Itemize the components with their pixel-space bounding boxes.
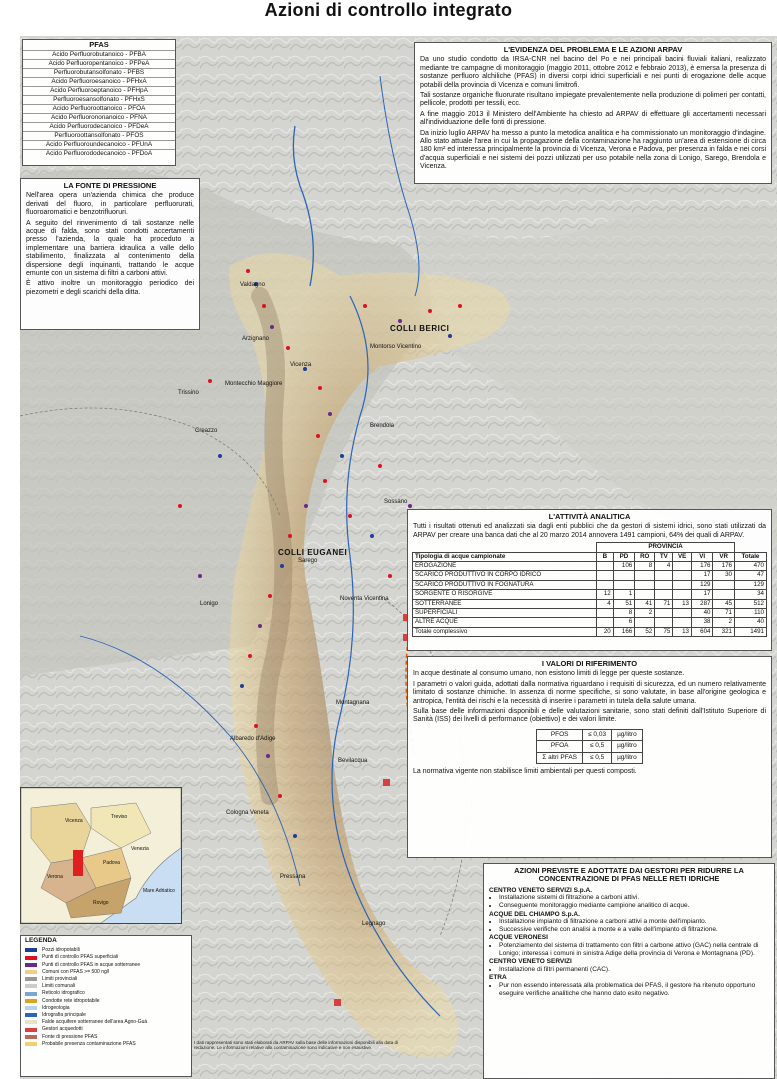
table-header-cell: TV <box>655 552 673 561</box>
map-label-town: Valdagno <box>240 282 265 288</box>
map-label-area1: COLLI BERICI <box>390 324 450 333</box>
table-cell: 604 <box>691 627 713 636</box>
legenda-item <box>25 1012 187 1018</box>
map-label-town: Legnago <box>362 921 386 927</box>
inset-label: Rovigo <box>93 900 109 906</box>
footnote: I dati rappresentati sono stati elaborati da ARPAV sulla base delle informazioni disponibili alla data di redazione. Le informazioni relative alla contaminazione sono indicative e non esaustive. <box>194 1040 399 1051</box>
limit-name: Σ altri PFAS <box>537 752 583 763</box>
map-label-town: Montorso Vicentino <box>370 344 422 350</box>
legenda-symbol-icon <box>25 1042 37 1046</box>
legenda-item <box>25 954 187 960</box>
fonte-paragraph: È attivo inoltre un monitoraggio periodico dei piezometri e degli scarichi della ditta. <box>26 280 194 296</box>
legenda-label: Punti di controllo PFAS in acque sotterranee <box>42 961 141 968</box>
attivita-panel <box>407 509 772 651</box>
legenda-symbol-icon <box>25 984 37 988</box>
table-row <box>413 627 767 636</box>
pfas-item: Acido Perfluorodecanoico - PFDeA <box>23 122 175 131</box>
legenda-label: Idrogeologia <box>42 1004 70 1011</box>
azioni-section <box>489 974 769 997</box>
table-cell: SCARICO PRODUTTIVO IN FOGNATURA <box>413 580 597 589</box>
azioni-section-name: ETRA <box>489 974 507 982</box>
pfas-item: Acido Perfluoropentanoico - PFPeA <box>23 59 175 68</box>
table-cell <box>613 571 635 580</box>
legenda-heading: LEGENDA <box>25 937 57 944</box>
table-header-cell: B <box>597 552 614 561</box>
table-cell: 166 <box>613 627 635 636</box>
table-cell: 110 <box>734 609 766 618</box>
table-cell <box>635 571 655 580</box>
legenda-label: Reticolo idrografico <box>42 990 85 997</box>
table-cell: 52 <box>635 627 655 636</box>
table-header-cell: VR <box>713 552 735 561</box>
pfas-item: Perfluoroottansolfonato - PFOS <box>23 131 175 140</box>
table-cell: SORGENTE O RISORGIVE <box>413 590 597 599</box>
azioni-item: • Installazione sistemi di filtrazione a carboni attivi. <box>499 894 769 902</box>
table-row <box>413 618 767 627</box>
table-row <box>413 609 767 618</box>
legenda-item <box>25 983 187 989</box>
legenda-label: Falde acquifere sotterranee dell'area Agno-Guà <box>42 1019 148 1026</box>
table-cell <box>673 618 692 627</box>
table-header-cell: VE <box>673 552 692 561</box>
azioni-item: • Installazione impianto di filtrazione a carboni attivi a monte dell'impianto. <box>499 918 769 926</box>
table-cell: 129 <box>691 580 713 589</box>
table-cell: 40 <box>691 609 713 618</box>
map-label-town: Arzignano <box>242 336 270 342</box>
limits-row <box>537 741 642 752</box>
inset-label: Verona <box>47 874 63 880</box>
table-cell: SCARICO PRODUTTIVO IN CORPO IDRICO <box>413 571 597 580</box>
table-row <box>413 580 767 589</box>
fonte-paragraph: A seguito del rinvenimento di tali sostanze nelle acque di falda, sono stati condotti accertamenti presso l'azienda, la quale ha proceduto a implementare una barriera idraulica a valle dello stabilimento, finalizzata al contenimento della dispersione degli inquinanti, trattando le acque emunte con un sistema di filtri a carboni attivi. <box>26 219 194 278</box>
legenda-label: Fonte di pressione PFAS <box>42 1033 98 1040</box>
map-label-town: Montagnana <box>336 700 370 706</box>
map-label-town: Montecchio Maggiore <box>225 381 283 387</box>
table-cell <box>713 580 735 589</box>
table-cell <box>713 590 735 599</box>
table-cell: 51 <box>613 599 635 608</box>
table-cell <box>635 590 655 599</box>
fonte-paragraph: Nell'area opera un'azienda chimica che produce derivati del fluoro, in particolare perfluorurati, fluoroaromatici e benzotrifluoruri. <box>26 192 194 217</box>
table-cell: SOTTERRANEE <box>413 599 597 608</box>
legenda-symbol-icon <box>25 999 37 1003</box>
inset-label: Venezia <box>131 846 149 852</box>
table-header-cell: VI <box>691 552 713 561</box>
table-cell <box>655 580 673 589</box>
table-row <box>413 590 767 599</box>
legenda-item <box>25 976 187 982</box>
table-cell: 287 <box>691 599 713 608</box>
azioni-section-name: ACQUE VERONESI <box>489 934 548 942</box>
table-cell <box>597 618 614 627</box>
legenda-label: Pozzi idropotabili <box>42 947 80 954</box>
table-cell <box>673 571 692 580</box>
azioni-item: • Conseguente monitoraggio mediante campione analitico di acque. <box>499 902 769 910</box>
table-cell <box>655 618 673 627</box>
legenda-item <box>25 969 187 975</box>
pfas-item: Acido Perfluorododecanoico - PFDoA <box>23 149 175 158</box>
table-cell: EROGAZIONE <box>413 562 597 571</box>
table-cell: Totale complessivo <box>413 627 597 636</box>
map-label-town: Lonigo <box>200 601 219 607</box>
table-cell <box>613 580 635 589</box>
table-cell: 470 <box>734 562 766 571</box>
legenda-symbol-icon <box>25 1020 37 1024</box>
azioni-section-name: CENTRO VENETO SERVIZI <box>489 958 572 966</box>
azioni-panel <box>483 863 775 1079</box>
table-header-cell: RO <box>635 552 655 561</box>
inset-label: Vicenza <box>65 818 83 824</box>
table-cell: 47 <box>734 571 766 580</box>
table-cell <box>673 609 692 618</box>
azioni-section-name: ACQUE DEL CHIAMPO S.p.A. <box>489 910 580 918</box>
limit-value: ≤ 0,03 <box>583 729 612 740</box>
table-cell: 13 <box>673 599 692 608</box>
azioni-section <box>489 958 769 973</box>
attivita-intro: Tutti i risultati ottenuti ed analizzati sia dagli enti pubblici che da gestori di sistemi idrici, sono stati utilizzati da ARPAV per creare una banca dati che al 20 marzo 2014 annovera 1491 campioni, 64% dei quali di ARPAV. <box>413 523 766 539</box>
riferimento-paragraph: Sulla base delle informazioni disponibili e delle valutazioni sanitarie, sono stati definiti dall'Istituto Superiore di Sanità (ISS) dei livelli di performance (obiettivo) e dei valori limite. <box>413 708 766 724</box>
map-label-town: Bevilacqua <box>338 758 368 764</box>
legenda-label: Idrografia principale <box>42 1012 86 1019</box>
table-cell: 2 <box>635 609 655 618</box>
legenda-symbol-icon <box>25 1013 37 1017</box>
legenda-symbol-icon <box>25 1035 37 1039</box>
table-cell: 71 <box>655 599 673 608</box>
table-cell: 17 <box>691 571 713 580</box>
legenda-item <box>25 1026 187 1032</box>
riferimento-panel <box>407 656 772 858</box>
riferimento-paragraph: I parametri o valori guida, adottati dalla normativa riguardano i requisiti di sicurezza, ed un numero relativamente limitato di sostanze chimiche. In assenza di norme specifiche, si sono valutate, in base all'origine geologica e antropica, l'entità dei rischi e la necessità di inserire i parametri in tutela della salute umana. <box>413 680 766 705</box>
table-cell: 8 <box>613 609 635 618</box>
map-label-town: Cologna Veneta <box>226 810 269 816</box>
page-title: Azioni di controllo integrato <box>264 0 513 20</box>
evidenza-heading: L'EVIDENZA DEL PROBLEMA E LE AZIONI ARPAV <box>503 45 683 54</box>
inset-label: Padova <box>103 860 120 866</box>
legenda-symbol-icon <box>25 970 37 974</box>
table-cell: 13 <box>673 627 692 636</box>
legenda-label: Comuni con PFAS >= 500 ng/l <box>42 968 110 975</box>
pfas-heading: PFAS <box>89 40 109 49</box>
legenda-item <box>25 962 187 968</box>
table-cell <box>673 590 692 599</box>
azioni-section <box>489 887 769 910</box>
map-label-town: Trissino <box>178 390 199 396</box>
attivita-heading: L'ATTIVITÀ ANALITICA <box>548 512 631 521</box>
legenda-label: Probabile presenza contaminazione PFAS <box>42 1040 136 1047</box>
legenda-item <box>25 990 187 996</box>
riferimento-note: La normativa vigente non stabilisce limiti ambientali per questi composti. <box>413 768 637 776</box>
table-cell <box>655 590 673 599</box>
riferimento-paragraph: In acque destinate al consumo umano, non esistono limiti di legge per queste sostanze. <box>413 670 685 678</box>
table-cell: 75 <box>655 627 673 636</box>
evidenza-panel <box>414 42 772 184</box>
legenda-symbol-icon <box>25 992 37 996</box>
pfas-item: Acido Perfluorononanoico - PFNA <box>23 113 175 122</box>
map-label-town: Sossano <box>384 499 408 505</box>
table-header-cell: PD <box>613 552 635 561</box>
table-cell: 45 <box>713 599 735 608</box>
evidenza-paragraph: Da inizio luglio ARPAV ha messo a punto la metodica analitica e ha commissionato un monitoraggio d'indagine. Allo stato attuale l'area in cui la propagazione della contaminazione ha raggiunto un'area di estensione di circa 180 km² ed interessa principalmente la provincia di Vicenza, Verona e Padova, per presenza in falda e nei corsi d'acqua superficiali e nei sistemi dei pozzi utilizzati per uso potabile nella zona di Lonigo, Sarego, Brendola e Vicenza. <box>420 129 766 171</box>
table-cell <box>597 562 614 571</box>
table-cell <box>597 580 614 589</box>
table-cell: 71 <box>713 609 735 618</box>
legenda-item <box>25 1041 187 1047</box>
table-cell: 176 <box>691 562 713 571</box>
table-cell: 34 <box>734 590 766 599</box>
table-cell: 40 <box>734 618 766 627</box>
limit-name: PFOA <box>537 741 583 752</box>
inset-map <box>20 787 182 924</box>
map-label-town: Vicenza <box>290 362 312 368</box>
legenda-label: Punti di controllo PFAS superficiali <box>42 954 119 961</box>
limit-unit: µg/litro <box>612 752 643 763</box>
limit-value: ≤ 0,5 <box>583 741 612 752</box>
legenda-label: Limiti comunali <box>42 983 76 990</box>
limits-row <box>537 729 642 740</box>
table-cell: 512 <box>734 599 766 608</box>
legenda-label: Limiti provinciali <box>42 976 78 983</box>
fonte-heading: LA FONTE DI PRESSIONE <box>63 181 157 190</box>
map-label-town: Creazzo <box>195 428 218 434</box>
table-cell <box>597 609 614 618</box>
table-cell <box>673 562 692 571</box>
inset-label: Treviso <box>111 814 128 820</box>
legenda-item <box>25 947 187 953</box>
limit-value: ≤ 0,5 <box>583 752 612 763</box>
inset-label: Mare Adriatico <box>143 888 175 894</box>
map-label-town: Pressana <box>280 874 306 880</box>
table-cell: 20 <box>597 627 614 636</box>
table-cell <box>635 618 655 627</box>
table-cell: 1 <box>613 590 635 599</box>
table-header-cell: Totale <box>734 552 766 561</box>
table-cell: 321 <box>713 627 735 636</box>
table-cell: 4 <box>655 562 673 571</box>
table-cell: 8 <box>635 562 655 571</box>
azioni-section <box>489 934 769 957</box>
table-cell: 6 <box>613 618 635 627</box>
pfas-item: Acido Perfluoroeptanoico - PFHpA <box>23 86 175 95</box>
legenda-symbol-icon <box>25 1006 37 1010</box>
table-cell: 30 <box>713 571 735 580</box>
pfas-item: Acido Perfluoroottanoico - PFOA <box>23 104 175 113</box>
table-cell: 38 <box>691 618 713 627</box>
evidenza-paragraph: A fine maggio 2013 il Ministero dell'Ambiente ha chiesto ad ARPAV di effettuare gli accertamenti necessari all'individuazione delle fonti di pressione. <box>420 110 766 127</box>
table-cell: 2 <box>713 618 735 627</box>
map-label-town: Noventa Vicentina <box>340 596 389 602</box>
riferimento-heading: I VALORI DI RIFERIMENTO <box>541 659 638 668</box>
table-cell: 1491 <box>734 627 766 636</box>
table-cell: 12 <box>597 590 614 599</box>
map-label-town: Brendola <box>370 423 395 429</box>
map-label-town: Sarego <box>298 558 318 564</box>
table-cell: 106 <box>613 562 635 571</box>
table-cell <box>655 571 673 580</box>
pfas-item: Acido Perfluoroesanoico - PFHxA <box>23 77 175 86</box>
table-cell: 41 <box>635 599 655 608</box>
inset-study-area <box>73 850 83 876</box>
fonte-panel <box>20 178 200 330</box>
azioni-item: • Potenziamento del sistema di trattamento con filtri a carbone attivo (GAC) nella centrale di Lonigo; interessa i comuni in sinistra Adige della provincia di Verona e Montagnana (PD). <box>499 942 769 957</box>
limit-name: PFOS <box>537 729 583 740</box>
pfas-legend-panel <box>22 39 176 166</box>
limit-unit: µg/litro <box>612 729 643 740</box>
legenda-symbol-icon <box>25 948 37 952</box>
table-cell <box>673 580 692 589</box>
legenda-label: Gestori acquedotti <box>42 1026 83 1033</box>
legenda-item <box>25 1034 187 1040</box>
azioni-item: • Pur non essendo interessata alla problematica dei PFAS, il gestore ha ritenuto opportuno eseguire verifiche analitiche che hanno dato esito negativo. <box>499 982 769 997</box>
azioni-item: • Installazione di filtri permanenti (CAC). <box>499 966 769 974</box>
legenda-label: Condotte rete idropotabile <box>42 997 100 1004</box>
pfas-item: Acido Perfluoroundecanoico - PFUnA <box>23 140 175 149</box>
limits-row <box>537 752 642 763</box>
map-label-area2: COLLI EUGANEI <box>278 548 348 557</box>
provincia-table <box>412 542 767 637</box>
legenda-panel <box>20 935 192 1077</box>
legenda-item <box>25 1005 187 1011</box>
legenda-symbol-icon <box>25 977 37 981</box>
map-label-town: Albaredo d'Adige <box>230 736 276 742</box>
azioni-section <box>489 911 769 934</box>
provincia-label: PROVINCIA <box>597 543 735 552</box>
table-row <box>413 562 767 571</box>
table-cell: 4 <box>597 599 614 608</box>
table-cell <box>655 609 673 618</box>
evidenza-paragraph: Da uno studio condotto da IRSA-CNR nel bacino del Po e nei principali bacini fluviali italiani, realizzato mediante tre campagne di monitoraggio (maggio 2011, ottobre 2012 e febbraio 2013), è emersa la presenza di sostanze perfluoro alchiliche (PFAS) in diversi corpi idrici superficiali e nei punti di erogazione delle acque potabili della provincia di Vicenza e comuni limitrofi. <box>420 56 766 89</box>
pfas-item: Perfluorobutansolfonato - PFBS <box>23 68 175 77</box>
table-cell: SUPERFICIALI <box>413 609 597 618</box>
azioni-heading: AZIONI PREVISTE E ADOTTATE DAI GESTORI PER RIDURRE LA CONCENTRAZIONE DI PFAS NELLE RETI IDRICHE <box>514 866 744 884</box>
legenda-symbol-icon <box>25 956 37 960</box>
table-cell <box>635 580 655 589</box>
table-row <box>413 599 767 608</box>
legenda-symbol-icon <box>25 963 37 967</box>
table-cell: ALTRE ACQUE <box>413 618 597 627</box>
limits-table <box>536 729 642 764</box>
table-cell: 17 <box>691 590 713 599</box>
table-cell: 176 <box>713 562 735 571</box>
pfas-item: Acido Perfluorobutanoico - PFBA <box>23 50 175 59</box>
legenda-symbol-icon <box>25 1028 37 1032</box>
legenda-item <box>25 998 187 1004</box>
legenda-item <box>25 1019 187 1025</box>
table-cell: 129 <box>734 580 766 589</box>
table-row <box>413 571 767 580</box>
table-header-cell: Tipologia di acque campionate <box>413 552 597 561</box>
azioni-item: • Successive verifiche con analisi a monte e a valle dell'impianto di filtrazione. <box>499 926 769 934</box>
evidenza-paragraph: Tali sostanze organiche fluorurate risultano impiegate prevalentemente nella produzione di polimeri per contatti, pellicole, prodotti per tessili, ecc. <box>420 92 766 108</box>
limit-unit: µg/litro <box>612 741 643 752</box>
table-cell <box>597 571 614 580</box>
azioni-section-name: CENTRO VENETO SERVIZI S.p.A. <box>489 886 593 894</box>
pfas-item: Perfluoroesansolfonato - PFHxS <box>23 95 175 104</box>
